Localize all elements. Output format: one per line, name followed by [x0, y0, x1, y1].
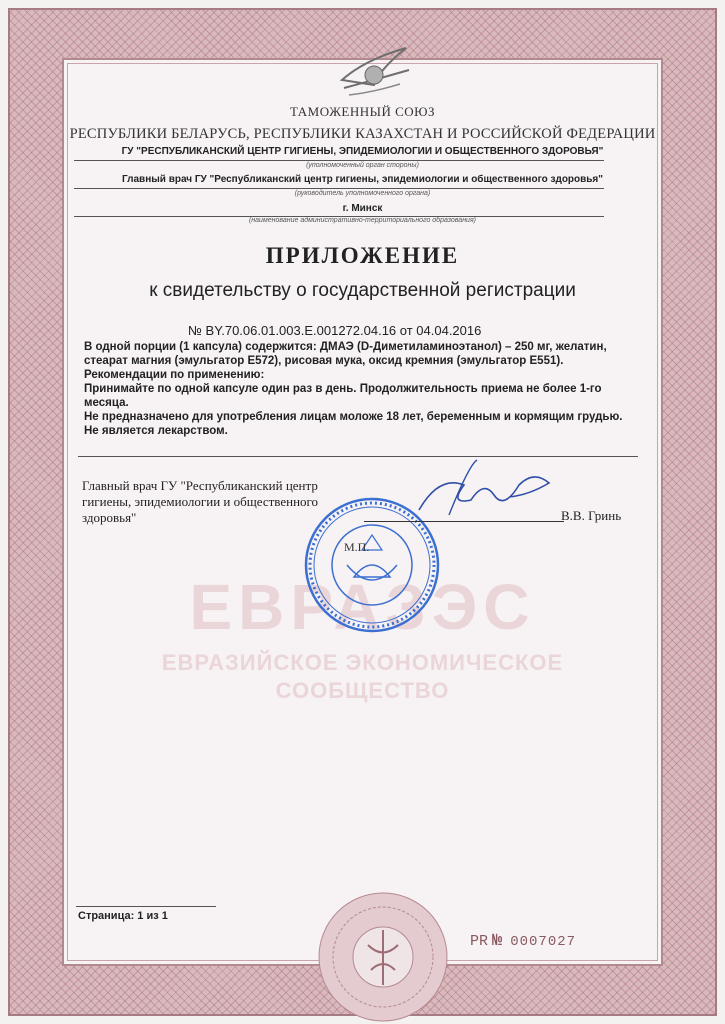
serial-number-block [470, 932, 576, 951]
union-name: ТАМОЖЕННЫЙ СОЮЗ [289, 104, 436, 119]
warnings-text: Не предназначено для употребления лицам моложе 18 лет, беременным и кормящим грудью. Не является лекарством. [84, 411, 623, 437]
composition-text: В одной порции (1 капсула) содержится: ДМАЭ (D-Диметиламиноэтанол) – 250 мг, желатин, стеарат магния (эмульгатор Е572), рисовая мука, оксид кремния (эмульгатор Е551). [84, 341, 607, 367]
serial-no-sign: № [492, 932, 503, 951]
signatory-name: В.В. Гринь [561, 508, 622, 523]
document-subtitle: к свидетельству о государственной регистрации [149, 280, 576, 301]
watermark-logo-text: ЕВРАЗЭС [189, 571, 536, 643]
head-caption: (руководитель уполномоченного органа) [294, 190, 431, 197]
eurasec-emblem-icon [334, 40, 414, 110]
signatory-position: Главный врач ГУ "Республиканский центр гигиены, эпидемиологии и общественного здоровья" [82, 478, 319, 525]
registration-number: № BY.70.06.01.003.E.001272.04.16 от 04.04.2016 [188, 323, 482, 338]
divider [74, 160, 604, 161]
recommendations-heading: Рекомендации по применению: [84, 369, 265, 381]
watermark-line-2: ЕВРАЗИЙСКОЕ ЭКОНОМИЧЕСКОЕ [161, 650, 564, 675]
serial-prefix: PR [470, 933, 489, 950]
page-number: Страница: 1 из 1 [78, 910, 168, 922]
watermark-line-3: СООБЩЕСТВО [275, 678, 450, 703]
republics-line: РЕСПУБЛИКИ БЕЛАРУСЬ, РЕСПУБЛИКИ КАЗАХСТАН И РОССИЙСКОЙ ФЕДЕРАЦИИ [69, 126, 656, 142]
document-content [64, 60, 661, 964]
divider [74, 188, 604, 189]
signature-line [364, 521, 564, 522]
authority-head: Главный врач ГУ "Республиканский центр гигиены, эпидемиологии и общественного здоровья" [121, 174, 604, 185]
recommendations-text: Принимайте по одной капсуле один раз в день. Продолжительность приема не более 1-го месяца. [84, 383, 602, 409]
divider [76, 906, 216, 907]
document-title: ПРИЛОЖЕНИЕ [265, 243, 460, 268]
stamp-label: М.П. [344, 540, 370, 554]
organization-name: ГУ "РЕСПУБЛИКАНСКИЙ ЦЕНТР ГИГИЕНЫ, ЭПИДЕМИОЛОГИИ И ОБЩЕСТВЕННОГО ЗДОРОВЬЯ" [121, 146, 604, 157]
handwritten-signature-icon [409, 455, 559, 525]
city-name: г. Минск [342, 203, 383, 214]
city-caption: (наименование административно-территориального образования) [248, 217, 477, 224]
serial-number: 0007027 [510, 934, 577, 950]
medallion-emblem-icon [316, 890, 451, 1024]
product-description [84, 340, 624, 438]
organization-caption: (уполномоченный орган стороны) [306, 162, 419, 169]
